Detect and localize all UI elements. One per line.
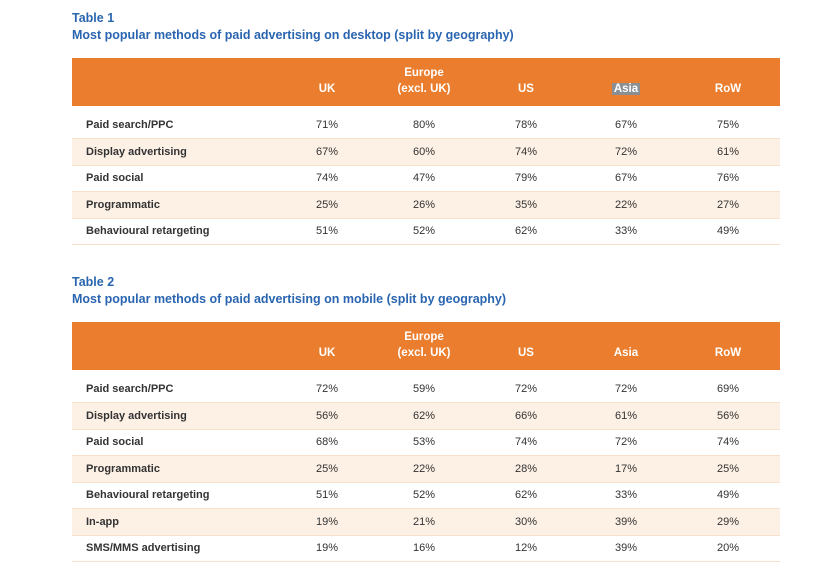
cell-value: 33% xyxy=(576,482,676,509)
cell-value: 25% xyxy=(676,456,780,483)
row-label: Paid search/PPC xyxy=(72,376,282,403)
cell-value: 22% xyxy=(372,456,476,483)
row-label: Programmatic xyxy=(72,456,282,483)
cell-value: 51% xyxy=(282,482,372,509)
table-2-section xyxy=(72,274,780,562)
row-label: Paid social xyxy=(72,429,282,456)
table-2-title: Most popular methods of paid advertising on mobile (split by geography) xyxy=(72,292,507,306)
cell-value: 67% xyxy=(282,139,372,166)
cell-value: 56% xyxy=(282,403,372,430)
header-asia xyxy=(576,58,676,106)
cell-value: 74% xyxy=(282,165,372,192)
cell-value: 62% xyxy=(476,482,576,509)
cell-value: 25% xyxy=(282,456,372,483)
cell-value: 72% xyxy=(282,376,372,403)
table-2-label: Table 2 xyxy=(72,275,115,289)
table-1-label: Table 1 xyxy=(72,11,115,25)
header-empty xyxy=(72,58,282,106)
cell-value: 78% xyxy=(476,112,576,139)
table-1 xyxy=(72,58,780,245)
cell-value: 19% xyxy=(282,535,372,562)
header-us: US xyxy=(518,347,534,359)
cell-value: 16% xyxy=(372,535,476,562)
cell-value: 51% xyxy=(282,218,372,245)
row-label: Behavioural retargeting xyxy=(72,218,282,245)
cell-value: 52% xyxy=(372,218,476,245)
table-row xyxy=(72,456,780,483)
cell-value: 76% xyxy=(676,165,780,192)
cell-value: 39% xyxy=(576,509,676,536)
header-us: US xyxy=(518,83,534,95)
cell-value: 74% xyxy=(676,429,780,456)
cell-value: 56% xyxy=(676,403,780,430)
row-label: Programmatic xyxy=(72,192,282,219)
cell-value: 68% xyxy=(282,429,372,456)
cell-value: 66% xyxy=(476,403,576,430)
cell-value: 21% xyxy=(372,509,476,536)
cell-value: 35% xyxy=(476,192,576,219)
cell-value: 61% xyxy=(576,403,676,430)
cell-value: 25% xyxy=(282,192,372,219)
header-asia: Asia xyxy=(613,347,639,359)
table-row xyxy=(72,139,780,166)
table-1-header-row xyxy=(72,58,780,106)
table-row xyxy=(72,509,780,536)
cell-value: 27% xyxy=(676,192,780,219)
table-2-header-row xyxy=(72,322,780,370)
table-row xyxy=(72,403,780,430)
table-2 xyxy=(72,322,780,562)
header-uk: UK xyxy=(318,83,336,95)
cell-value: 80% xyxy=(372,112,476,139)
header-europe-line2: (excl. UK) xyxy=(397,83,451,95)
cell-value: 28% xyxy=(476,456,576,483)
row-label: Display advertising xyxy=(72,139,282,166)
cell-value: 62% xyxy=(476,218,576,245)
header-europe xyxy=(372,322,476,370)
table-row xyxy=(72,165,780,192)
table-row xyxy=(72,112,780,139)
cell-value: 49% xyxy=(676,218,780,245)
cell-value: 47% xyxy=(372,165,476,192)
cell-value: 69% xyxy=(676,376,780,403)
cell-value: 49% xyxy=(676,482,780,509)
header-uk: UK xyxy=(318,347,336,359)
table-row xyxy=(72,376,780,403)
cell-value: 59% xyxy=(372,376,476,403)
header-empty xyxy=(72,322,282,370)
table-1-section xyxy=(72,10,780,245)
cell-value: 20% xyxy=(676,535,780,562)
cell-value: 19% xyxy=(282,509,372,536)
cell-value: 71% xyxy=(282,112,372,139)
cell-value: 75% xyxy=(676,112,780,139)
cell-value: 39% xyxy=(576,535,676,562)
table-row xyxy=(72,192,780,219)
table-1-body xyxy=(72,106,780,245)
cell-value: 52% xyxy=(372,482,476,509)
row-label: SMS/MMS advertising xyxy=(72,535,282,562)
header-asia-highlight: Asia xyxy=(613,83,639,95)
cell-value: 30% xyxy=(476,509,576,536)
cell-value: 61% xyxy=(676,139,780,166)
cell-value: 67% xyxy=(576,165,676,192)
cell-value: 53% xyxy=(372,429,476,456)
table-row xyxy=(72,482,780,509)
cell-value: 72% xyxy=(576,139,676,166)
row-label: Paid social xyxy=(72,165,282,192)
cell-value: 22% xyxy=(576,192,676,219)
header-row: RoW xyxy=(714,83,742,95)
header-row: RoW xyxy=(714,347,742,359)
table-1-title: Most popular methods of paid advertising on desktop (split by geography) xyxy=(72,28,514,42)
cell-value: 33% xyxy=(576,218,676,245)
table-row xyxy=(72,429,780,456)
cell-value: 72% xyxy=(576,429,676,456)
cell-value: 62% xyxy=(372,403,476,430)
cell-value: 72% xyxy=(476,376,576,403)
header-europe-line1: Europe xyxy=(404,331,444,343)
row-label: Behavioural retargeting xyxy=(72,482,282,509)
header-europe-line1: Europe xyxy=(404,67,444,79)
cell-value: 60% xyxy=(372,139,476,166)
table-row xyxy=(72,535,780,562)
cell-value: 74% xyxy=(476,429,576,456)
cell-value: 12% xyxy=(476,535,576,562)
cell-value: 74% xyxy=(476,139,576,166)
cell-value: 67% xyxy=(576,112,676,139)
cell-value: 79% xyxy=(476,165,576,192)
row-label: Paid search/PPC xyxy=(72,112,282,139)
cell-value: 72% xyxy=(576,376,676,403)
table-row xyxy=(72,218,780,245)
cell-value: 29% xyxy=(676,509,780,536)
cell-value: 17% xyxy=(576,456,676,483)
cell-value: 26% xyxy=(372,192,476,219)
row-label: Display advertising xyxy=(72,403,282,430)
row-label: In-app xyxy=(72,509,282,536)
header-europe xyxy=(372,58,476,106)
header-europe-line2: (excl. UK) xyxy=(397,347,451,359)
table-2-body xyxy=(72,370,780,562)
